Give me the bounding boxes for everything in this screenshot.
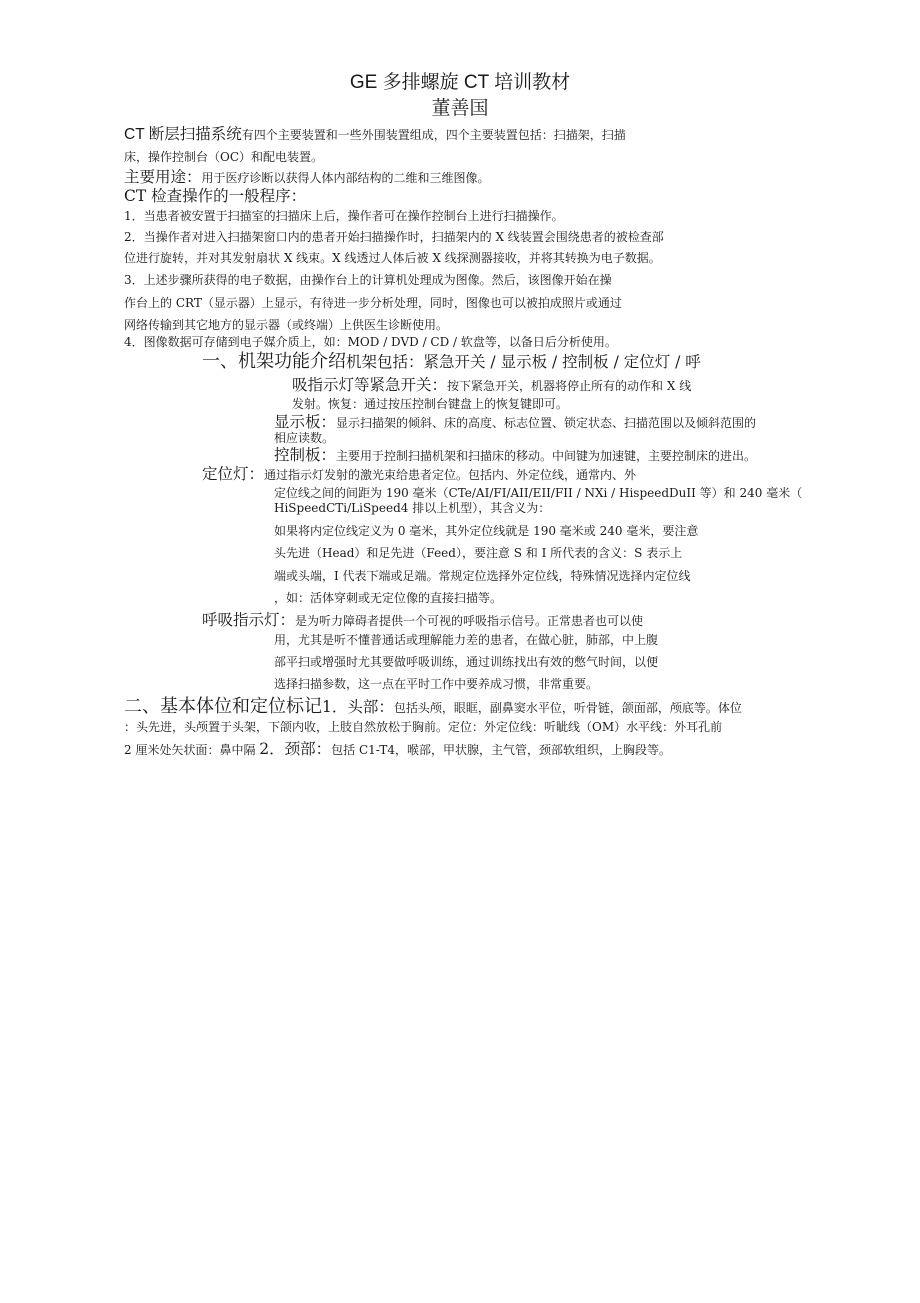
use-text: 用于医疗诊断以获得人体内部结构的二维和三维图像。 bbox=[201, 171, 490, 185]
neck-text: 包括 C1-T4，喉部，甲状腺，主气管，颈部软组织，上胸段等。 bbox=[331, 743, 672, 757]
document-author: 董善国 bbox=[431, 97, 489, 119]
breath-line: 用，尤其是听不懂普通话或理解能力差的患者，在做心脏，肺部，中上腹 bbox=[274, 633, 659, 647]
procedure-heading: CT 检查操作的一般程序： bbox=[124, 187, 307, 205]
display-text: 显示扫描架的倾斜、床的高度、标志位置、锁定状态、扫描范围以及倾斜范围的 bbox=[336, 416, 757, 430]
step-line: 2．当操作者对进入扫描架窗口内的患者开始扫描操作时，扫描架内的 X 线装置会围绕患者的被检查部 bbox=[124, 230, 664, 244]
display-line2: 相应读数。 bbox=[274, 431, 335, 445]
step-line: 4．图像数据可存储到电子媒介质上，如：MOD / DVD / CD / 软盘等，以备日后分析使用。 bbox=[124, 335, 617, 349]
display-line bbox=[274, 413, 756, 431]
breath-text: 是为听力障碍者提供一个可视的呼吸指示信号。正常患者也可以使 bbox=[295, 614, 644, 628]
laser-line: 如果将内定位线定义为 0 毫米，其外定位线就是 190 毫米或 240 毫米，要注意 bbox=[274, 524, 699, 538]
laser-line: 端或头端，I 代表下端或足端。常规定位选择外定位线，特殊情况选择内定位线 bbox=[274, 569, 691, 583]
step-line: 1．当患者被安置于扫描室的扫描床上后，操作者可在操作控制台上进行扫描操作。 bbox=[124, 209, 564, 223]
section1-heading-rest: 机架包括：紧急开关 / 显示板 / 控制板 / 定位灯 / 呼 bbox=[346, 353, 701, 371]
step-line: 位进行旋转，并对其发射扇状 X 线束。X 线透过人体后被 X 线探测器接收，并将其转换为电子数据。 bbox=[124, 251, 661, 265]
system-paragraph-line1 bbox=[124, 126, 626, 144]
laser-heading: 定位灯： bbox=[202, 465, 265, 483]
emergency-heading: 吸指示灯等紧急开关： bbox=[292, 376, 448, 394]
use-heading: 主要用途： bbox=[124, 168, 202, 186]
laser-line: 定位线之间的间距为 190 毫米（CTe/AI/FI/AII/EII/FII / NXi / HispeedDuII 等）和 240 毫米（ bbox=[274, 486, 803, 500]
step-line: 作台上的 CRT（显示器）上显示，有待进一步分析处理，同时，图像也可以被拍成照片或通过 bbox=[124, 296, 622, 310]
control-line bbox=[274, 446, 756, 464]
laser-line bbox=[202, 465, 636, 483]
control-text: 主要用于控制扫描机架和扫描床的移动。中间键为加速键，主要控制床的进出。 bbox=[336, 449, 757, 463]
section1-heading: 一、机架功能介绍 bbox=[202, 351, 346, 372]
breath-heading: 呼吸指示灯： bbox=[202, 611, 296, 629]
display-heading: 显示板： bbox=[274, 413, 337, 431]
emergency-line2: 发射。恢复：通过按压控制台键盘上的恢复键即可。 bbox=[292, 397, 569, 411]
laser-text: 通过指示灯发射的激光束给患者定位。包括内、外定位线，通常内、外 bbox=[264, 468, 637, 482]
section2-line3-text: 2 厘米处矢状面：鼻中隔 bbox=[124, 743, 260, 757]
section2-heading-line bbox=[124, 697, 742, 717]
breath-line bbox=[202, 611, 643, 629]
laser-line: ，如：活体穿刺或无定位像的直接扫描等。 bbox=[274, 591, 503, 605]
emergency-line bbox=[292, 376, 691, 394]
section2-heading: 二、基本体位和定位标记 bbox=[124, 696, 322, 717]
step-line: 3．上述步骤所获得的电子数据，由操作台上的计算机处理成为图像。然后，该图像开始在操 bbox=[124, 273, 612, 287]
system-heading: CT 断层扫描系统 bbox=[124, 126, 242, 143]
system-text: 有四个主要装置和一些外围装置组成，四个主要装置包括：扫描架，扫描 bbox=[241, 128, 626, 142]
laser-line: HiSpeedCTi/LiSpeed4 排以上机型），其含义为： bbox=[274, 501, 551, 515]
section2-line3 bbox=[124, 740, 671, 758]
laser-line: 头先进（Head）和足先进（Feed），要注意 S 和 I 所代表的含义：S 表示上 bbox=[274, 546, 683, 560]
control-heading: 控制板： bbox=[274, 446, 337, 464]
breath-line: 部平扫或增强时尤其要做呼吸训练，通过训练找出有效的憋气时间，以便 bbox=[274, 655, 659, 669]
head-text: 包括头颅，眼眶，副鼻窦水平位，听骨链，颌面部，颅底等。体位 bbox=[393, 701, 742, 715]
section2-line2: ：头先进，头颅置于头架，下颌内收，上肢自然放松于胸前。定位：外定位线：听眦线（OM）水平线：外耳孔前 bbox=[124, 720, 723, 734]
neck-label: 2．颈部： bbox=[259, 740, 332, 758]
use-paragraph bbox=[124, 168, 490, 186]
step-line: 网络传输到其它地方的显示器（或终端）上供医生诊断使用。 bbox=[124, 318, 449, 332]
section1-heading-line bbox=[202, 352, 701, 372]
system-paragraph-line2: 床，操作控制台（OC）和配电装置。 bbox=[124, 150, 324, 164]
emergency-text: 按下紧急开关，机器将停止所有的动作和 X 线 bbox=[447, 379, 692, 393]
head-label: 1．头部： bbox=[322, 698, 394, 716]
document-title: GE 多排螺旋 CT 培训教材 bbox=[349, 72, 571, 93]
breath-line: 选择扫描参数，这一点在平时工作中要养成习惯，非常重要。 bbox=[274, 677, 599, 691]
